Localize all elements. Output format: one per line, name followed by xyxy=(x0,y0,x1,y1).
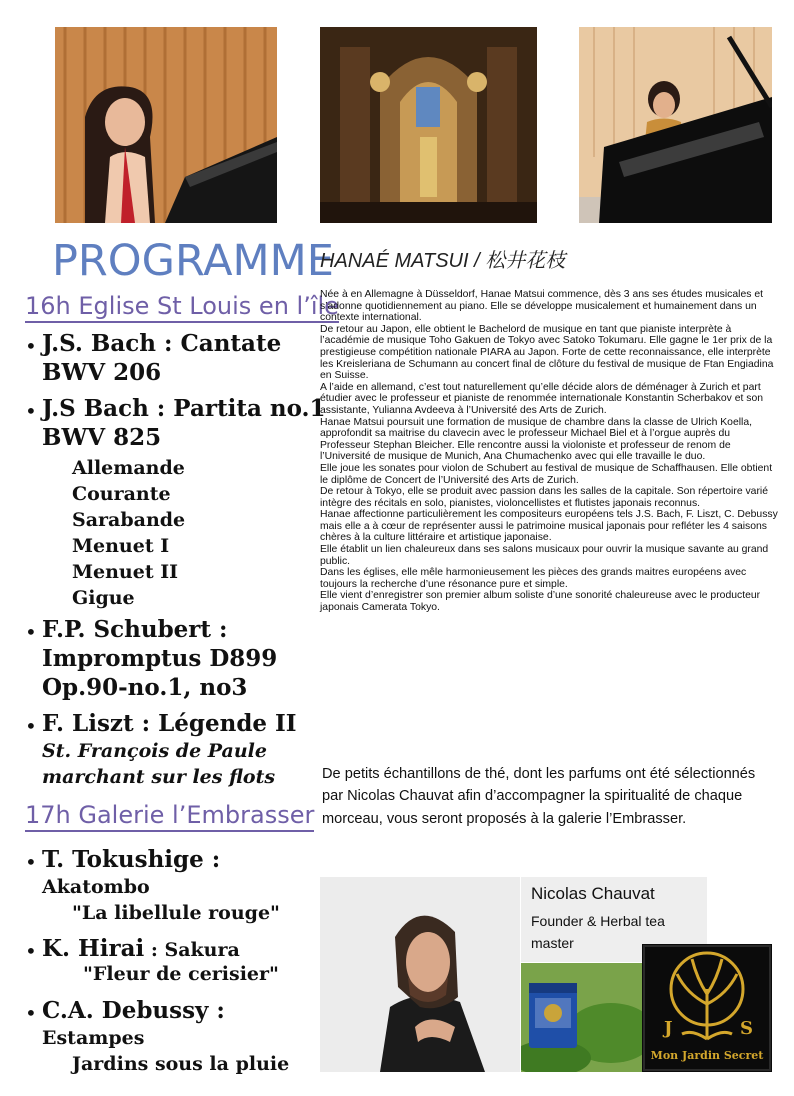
work-line: Akatombo xyxy=(42,876,150,898)
section-heading-eglise: 16h Eglise St Louis en l’île xyxy=(25,292,339,323)
programme-title: PROGRAMME xyxy=(52,236,334,286)
composer-tokushige: T. Tokushige : xyxy=(42,846,221,873)
bullet: • xyxy=(25,1001,37,1025)
bio-paragraph: Dans les églises, elle mêle harmonieusement les pièces des grands maitres européens avec toujours la recherche d’une résonance pure et simple. xyxy=(320,567,747,590)
bullet: • xyxy=(25,399,37,423)
bio-text xyxy=(320,289,778,614)
bio-paragraph: Elle établit un lien chaleureux dans ses salons musicaux pour ouvrir la musique savante au grand public. xyxy=(320,544,769,567)
svg-text:J: J xyxy=(664,1018,673,1039)
nicolas-role: Founder & Herbal tea master xyxy=(531,913,665,951)
bio-paragraph: Née à en Allemagne à Düsseldorf, Hanae Matsui commence, dès 3 ans ses études musicales et s’adonne quotidiennement au piano. Elle se développe musicalement et humainement dans un contexte international. xyxy=(320,289,763,324)
svg-text:S: S xyxy=(740,1018,753,1039)
section-heading-galerie: 17h Galerie l’Embrasser xyxy=(25,801,314,832)
work-line: BWV 206 xyxy=(42,359,162,386)
movement-line: Gigue xyxy=(72,587,135,609)
work-line: Op.90-no.1, no3 xyxy=(42,674,248,701)
movement-line: Menuet II xyxy=(72,561,179,583)
work-line: BWV 825 xyxy=(42,424,162,451)
bio-paragraph: Hanae affectionne particulièrement les compositeurs européens tels J.S. Bach, F. Liszt, C. Debussy mais elle a à cœur de représenter aussi le patrimoine musical japonais pour refléter les 4 saisons chères à la culture littéraire et artistique japonaise. xyxy=(320,509,778,544)
work-line: St. François de Paule xyxy=(42,740,267,762)
composer-schubert: F.P. Schubert : xyxy=(42,616,228,643)
bio-title: HANAÉ MATSUI / 松井花枝 xyxy=(320,250,566,272)
work-line: Estampes xyxy=(42,1027,145,1049)
bullet: • xyxy=(25,714,37,738)
composer-debussy: C.A. Debussy : xyxy=(42,997,225,1024)
bio-paragraph: A l’aide en allemand, c’est tout naturellement qu’elle décide alors de déménager à Zurich et part étudier avec le professeur et pianiste de renommée internationale Konstantin Scherbakov et son assistante, Yulianna Avdeeva à l’Université des Arts de Zurich. xyxy=(320,381,764,416)
composer-bach-partita: J.S Bach : Partita no.1 xyxy=(42,395,326,422)
movement-line: Allemande xyxy=(72,457,185,479)
work-line: Impromptus D899 xyxy=(42,645,278,672)
bio-paragraph: De retour au Japon, elle obtient le Bachelord de musique en tant que pianiste interprète à l’académie de musique Toho Gakuen de Tokyo avec Satoko Tokumaru. Elle gagne le 1er prix de la prestigieuse compétition nationale PIARA au Japon. Forte de cette reconnaissance, elle interprète les Kreisleriana de Schumann au concert final de clôture du festival de musique de Ftan Engiadina en Suisse. xyxy=(320,323,774,382)
composer-hirai: K. Hirai xyxy=(42,935,145,962)
nicolas-name: Nicolas Chauvat xyxy=(531,884,655,903)
photo-pianist-grand-piano xyxy=(579,27,772,223)
movement-line: Menuet I xyxy=(72,535,170,557)
work-title: : Sakura xyxy=(144,939,240,961)
photo-pianist-smiling xyxy=(55,27,277,223)
movement-line: Courante xyxy=(72,483,171,505)
work-line: "Fleur de cerisier" xyxy=(83,963,279,985)
photo-church-interior xyxy=(320,27,537,223)
photo-tea-tin-moss xyxy=(521,963,642,1072)
composer-liszt: F. Liszt : Légende II xyxy=(42,710,297,737)
bullet: • xyxy=(25,620,37,644)
bullet: • xyxy=(25,334,37,358)
tea-note: De petits échantillons de thé, dont les parfums ont été sélectionnés par Nicolas Chauvat afin d’accompagner la spiritualité de chaque morceau, vous seront proposés à la galerie l’Embrasser. xyxy=(322,766,756,827)
work-line: "La libellule rouge" xyxy=(72,902,280,924)
bio-paragraph: Hanae Matsui poursuit une formation de musique de chambre dans la classe de Ulrich Koella, approfondit sa maitrise du clavecin avec le professeur Michael Biel et à l’orgue auprès du Professeur Stephan Bleicher. Elle rencontre aussi la violoniste et professeur de renom de l’Université de musique de Munich, Ana Chumachenko avec qui elle travaille le duo. xyxy=(320,416,753,463)
bullet: • xyxy=(25,850,37,874)
photo-nicolas-chauvat xyxy=(320,877,520,1072)
movement-line: Sarabande xyxy=(72,509,186,531)
bio-paragraph: Elle joue les sonates pour violon de Schubert au festival de musique de Schaffhausen. Elle obtient le diplôme de Concert de l’Université des Arts de Zurich. xyxy=(320,462,773,486)
composer-bach-cantate: J.S. Bach : Cantate xyxy=(42,330,282,357)
work-line: marchant sur les flots xyxy=(42,766,276,788)
logo-text: Mon Jardin Secret xyxy=(650,1049,764,1062)
bullet: • xyxy=(25,939,37,963)
bio-paragraph: Elle vient d’enregistrer son premier album soliste d’une sonorité chaleureuse avec le producteur japonais Camerata Tokyo. xyxy=(320,590,761,614)
work-line: Jardins sous la pluie xyxy=(72,1053,290,1075)
bio-paragraph: De retour à Tokyo, elle se produit avec passion dans les salles de la capitale. Son répertoire varié intègre des récitals en solo, pianistes, violoncellistes et flutistes japonais reconnus. xyxy=(320,486,769,509)
